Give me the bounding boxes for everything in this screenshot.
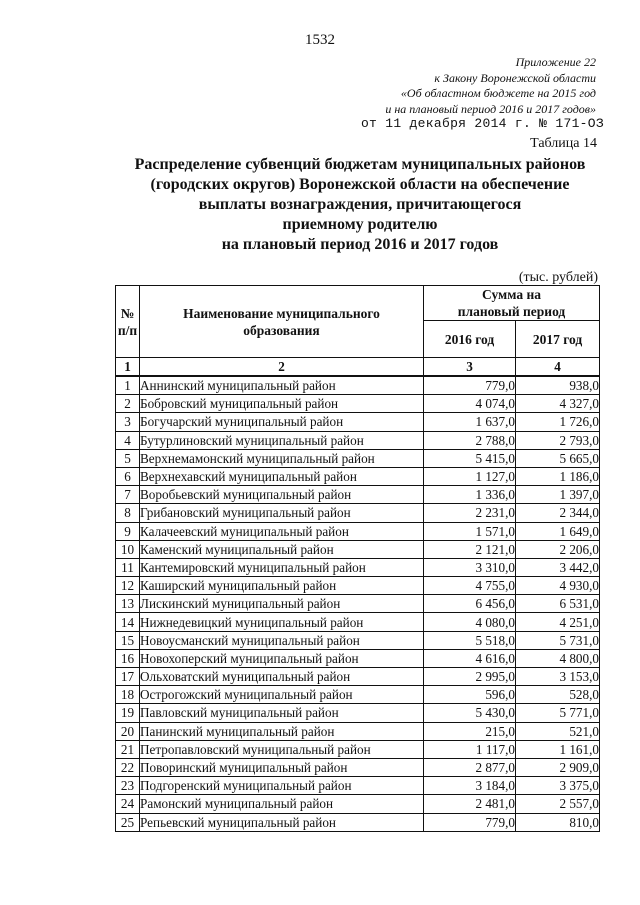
district-name: Павловский муниципальный район bbox=[140, 704, 424, 722]
amount-2017: 4 800,0 bbox=[516, 649, 600, 667]
table-body bbox=[116, 376, 600, 831]
title-line: приемному родителю bbox=[282, 216, 438, 233]
row-number: 14 bbox=[116, 613, 140, 631]
amount-2017: 1 186,0 bbox=[516, 467, 600, 485]
title-line: (городских округов) Воронежской области на обеспечение bbox=[150, 176, 570, 193]
district-name: Воробьевский муниципальный район bbox=[140, 486, 424, 504]
amount-2016: 1 637,0 bbox=[424, 413, 516, 431]
district-name: Подгоренский муниципальный район bbox=[140, 777, 424, 795]
table-row bbox=[116, 376, 600, 395]
row-number: 10 bbox=[116, 540, 140, 558]
amount-2016: 5 430,0 bbox=[424, 704, 516, 722]
header-name bbox=[140, 286, 424, 358]
amount-2016: 215,0 bbox=[424, 722, 516, 740]
amount-2017: 2 206,0 bbox=[516, 540, 600, 558]
district-name: Лискинский муниципальный район bbox=[140, 595, 424, 613]
row-number: 20 bbox=[116, 722, 140, 740]
table-row bbox=[116, 704, 600, 722]
row-number: 2 bbox=[116, 395, 140, 413]
amount-2017: 2 793,0 bbox=[516, 431, 600, 449]
amount-2016: 2 231,0 bbox=[424, 504, 516, 522]
table-label: Таблица 14 bbox=[530, 136, 597, 151]
district-name: Каменский муниципальный район bbox=[140, 540, 424, 558]
amount-2017: 4 251,0 bbox=[516, 613, 600, 631]
district-name: Грибановский муниципальный район bbox=[140, 504, 424, 522]
district-name: Петропавловский муниципальный район bbox=[140, 740, 424, 758]
table-row bbox=[116, 449, 600, 467]
row-number: 19 bbox=[116, 704, 140, 722]
header-number-label: № п/п bbox=[117, 305, 138, 338]
district-name: Рамонский муниципальный район bbox=[140, 795, 424, 813]
amount-2016: 2 788,0 bbox=[424, 431, 516, 449]
header-sum bbox=[424, 286, 600, 321]
row-number: 8 bbox=[116, 504, 140, 522]
district-name: Новохоперский муниципальный район bbox=[140, 649, 424, 667]
amount-2016: 1 571,0 bbox=[424, 522, 516, 540]
table-row bbox=[116, 631, 600, 649]
table-row bbox=[116, 613, 600, 631]
amount-2017: 5 731,0 bbox=[516, 631, 600, 649]
subvention-table bbox=[115, 285, 600, 832]
column-number: 2 bbox=[140, 358, 424, 377]
row-number: 16 bbox=[116, 649, 140, 667]
row-number: 22 bbox=[116, 758, 140, 776]
appendix-line: и на плановый период 2016 и 2017 годов» bbox=[385, 101, 596, 116]
amount-2016: 2 481,0 bbox=[424, 795, 516, 813]
district-name: Бутурлиновский муниципальный район bbox=[140, 431, 424, 449]
amount-2016: 779,0 bbox=[424, 376, 516, 395]
amount-2017: 521,0 bbox=[516, 722, 600, 740]
row-number: 11 bbox=[116, 558, 140, 576]
document-title bbox=[95, 155, 625, 255]
appendix-line: Приложение 22 bbox=[515, 55, 596, 69]
appendix-line: к Закону Воронежской области bbox=[434, 70, 596, 85]
table-row bbox=[116, 795, 600, 813]
amount-2016: 4 074,0 bbox=[424, 395, 516, 413]
amount-2016: 5 518,0 bbox=[424, 631, 516, 649]
row-number: 23 bbox=[116, 777, 140, 795]
title-line: на плановый период 2016 и 2017 годов bbox=[221, 236, 499, 253]
district-name: Каширский муниципальный район bbox=[140, 577, 424, 595]
district-name: Репьевский муниципальный район bbox=[140, 813, 424, 831]
district-name: Острогожский муниципальный район bbox=[140, 686, 424, 704]
table-row bbox=[116, 431, 600, 449]
table-row bbox=[116, 395, 600, 413]
row-number: 18 bbox=[116, 686, 140, 704]
amount-2017: 5 665,0 bbox=[516, 449, 600, 467]
amount-2017: 4 930,0 bbox=[516, 577, 600, 595]
row-number: 9 bbox=[116, 522, 140, 540]
table-row bbox=[116, 504, 600, 522]
amount-2017: 1 726,0 bbox=[516, 413, 600, 431]
district-name: Ольховатский муниципальный район bbox=[140, 668, 424, 686]
amount-2016: 3 184,0 bbox=[424, 777, 516, 795]
header-year-2016: 2016 год bbox=[424, 321, 516, 358]
amount-2017: 3 442,0 bbox=[516, 558, 600, 576]
table-row bbox=[116, 649, 600, 667]
row-number: 17 bbox=[116, 668, 140, 686]
amount-2016: 1 127,0 bbox=[424, 467, 516, 485]
amount-2016: 2 995,0 bbox=[424, 668, 516, 686]
amount-2017: 528,0 bbox=[516, 686, 600, 704]
amount-2017: 3 375,0 bbox=[516, 777, 600, 795]
table-row bbox=[116, 413, 600, 431]
row-number: 3 bbox=[116, 413, 140, 431]
table-row bbox=[116, 686, 600, 704]
amount-2017: 938,0 bbox=[516, 376, 600, 395]
title-line: Распределение субвенций бюджетам муниципальных районов bbox=[134, 156, 586, 173]
table-row bbox=[116, 740, 600, 758]
table-row bbox=[116, 722, 600, 740]
amount-2017: 810,0 bbox=[516, 813, 600, 831]
amount-2017: 2 557,0 bbox=[516, 795, 600, 813]
amount-2017: 3 153,0 bbox=[516, 668, 600, 686]
table-row bbox=[116, 758, 600, 776]
table-row bbox=[116, 558, 600, 576]
amount-2017: 2 344,0 bbox=[516, 504, 600, 522]
page-number: 1532 bbox=[305, 32, 335, 48]
district-name: Кантемировский муниципальный район bbox=[140, 558, 424, 576]
amount-2016: 1 117,0 bbox=[424, 740, 516, 758]
table-row bbox=[116, 577, 600, 595]
row-number: 5 bbox=[116, 449, 140, 467]
column-number: 3 bbox=[424, 358, 516, 377]
table-row bbox=[116, 813, 600, 831]
row-number: 1 bbox=[116, 376, 140, 395]
amount-2016: 2 121,0 bbox=[424, 540, 516, 558]
amount-2016: 5 415,0 bbox=[424, 449, 516, 467]
column-number: 4 bbox=[516, 358, 600, 377]
title-line: выплаты вознаграждения, причитающегося bbox=[198, 196, 522, 213]
amount-2016: 4 755,0 bbox=[424, 577, 516, 595]
amount-2017: 1 161,0 bbox=[516, 740, 600, 758]
amount-2016: 3 310,0 bbox=[424, 558, 516, 576]
row-number: 13 bbox=[116, 595, 140, 613]
row-number: 24 bbox=[116, 795, 140, 813]
amount-2016: 596,0 bbox=[424, 686, 516, 704]
district-name: Нижнедевицкий муниципальный район bbox=[140, 613, 424, 631]
amount-2016: 779,0 bbox=[424, 813, 516, 831]
district-name: Панинский муниципальный район bbox=[140, 722, 424, 740]
district-name: Верхнемамонский муниципальный район bbox=[140, 449, 424, 467]
amount-2017: 4 327,0 bbox=[516, 395, 600, 413]
amount-2016: 2 877,0 bbox=[424, 758, 516, 776]
row-number: 12 bbox=[116, 577, 140, 595]
amount-2017: 6 531,0 bbox=[516, 595, 600, 613]
header-year-2017: 2017 год bbox=[516, 321, 600, 358]
header-sum-label: Сумма на плановый период bbox=[457, 287, 566, 319]
table-row bbox=[116, 486, 600, 504]
units-label: (тыс. рублей) bbox=[518, 270, 598, 285]
row-number: 4 bbox=[116, 431, 140, 449]
appendix-line: «Об областном бюджете на 2015 год bbox=[400, 86, 596, 100]
header-number bbox=[116, 286, 140, 358]
table-row bbox=[116, 540, 600, 558]
district-name: Новоусманский муниципальный район bbox=[140, 631, 424, 649]
district-name: Верхнехавский муниципальный район bbox=[140, 467, 424, 485]
district-name: Поворинский муниципальный район bbox=[140, 758, 424, 776]
district-name: Бобровский муниципальный район bbox=[140, 395, 424, 413]
amount-2017: 1 649,0 bbox=[516, 522, 600, 540]
district-name: Калачеевский муниципальный район bbox=[140, 522, 424, 540]
amount-2016: 4 080,0 bbox=[424, 613, 516, 631]
row-number: 25 bbox=[116, 813, 140, 831]
amount-2016: 4 616,0 bbox=[424, 649, 516, 667]
amount-2016: 6 456,0 bbox=[424, 595, 516, 613]
table-row bbox=[116, 668, 600, 686]
district-name: Аннинский муниципальный район bbox=[140, 376, 424, 395]
row-number: 7 bbox=[116, 486, 140, 504]
amount-2016: 1 336,0 bbox=[424, 486, 516, 504]
table-row bbox=[116, 467, 600, 485]
amount-2017: 2 909,0 bbox=[516, 758, 600, 776]
appendix-reference bbox=[385, 55, 596, 117]
header-name-label: Наименование муниципального образования bbox=[183, 305, 380, 338]
row-number: 21 bbox=[116, 740, 140, 758]
row-number: 6 bbox=[116, 467, 140, 485]
table-row bbox=[116, 522, 600, 540]
amount-2017: 1 397,0 bbox=[516, 486, 600, 504]
amount-2017: 5 771,0 bbox=[516, 704, 600, 722]
row-number: 15 bbox=[116, 631, 140, 649]
table-row bbox=[116, 777, 600, 795]
district-name: Богучарский муниципальный район bbox=[140, 413, 424, 431]
decree-stamp: от 11 декабря 2014 г. № 171-ОЗ bbox=[360, 116, 604, 131]
table-row bbox=[116, 595, 600, 613]
column-number: 1 bbox=[116, 358, 140, 377]
